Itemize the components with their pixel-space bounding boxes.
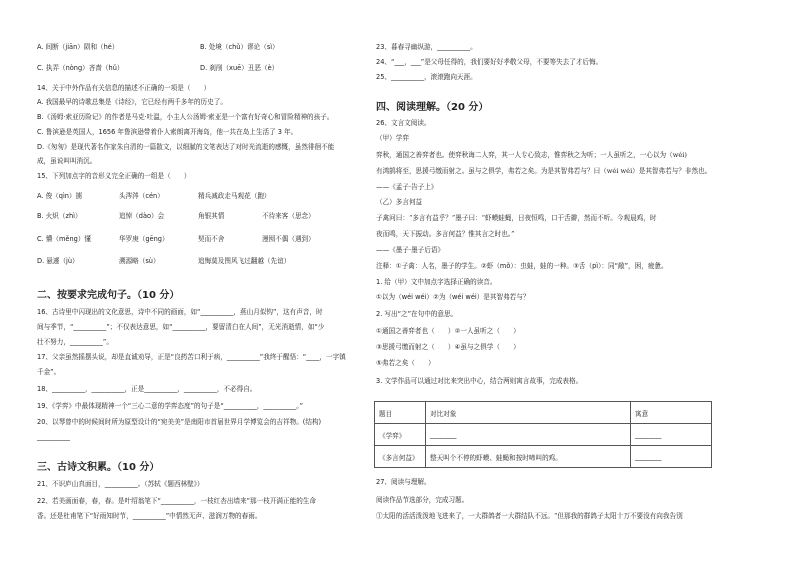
passage-b-source: ——《墨子·墨子后语》 — [376, 246, 445, 254]
q16-line2: 间与季节，“__________”；不仅表达意思，如“__________，要留清白在人间”，无光消逝情，如“少 — [37, 323, 325, 331]
table-cell: 《学弈》 — [375, 424, 426, 446]
q15-a3: 精兵减政走马观花（跑） — [198, 192, 271, 200]
table-cell: 整天叫个不停的虾蟆、蛙蝇和按时啼叫的鸡。 — [426, 446, 631, 468]
passage-b-line2: 夜而鸣，天下振动。多言何益？惟其言之时也。” — [376, 230, 515, 238]
q15-b4: 不待来客（思念） — [262, 212, 315, 220]
q15-c1: C. 懵（měng）懂 — [37, 235, 92, 243]
q14-option-a: A. 我国最早的诗歌总集是《诗经》，它已经有两千多年的历史了。 — [37, 98, 227, 106]
passage-a-source: ——《孟子·告子上》 — [376, 183, 438, 191]
q15-c2: 华罗庚（gēng） — [119, 235, 169, 243]
passage-a-line2: 有鸿鹄将至，思援弓缴而射之。虽与之俱学，弗若之矣。为是其智弗若与？曰（wéi wéi）是其智弗若与？非然也。 — [376, 167, 712, 175]
q20-line1: 20、以琴曾中的时候间时所为原型设计的“宛美美”是南阳市首届世界月学博览会的吉祥物。(结构) — [37, 418, 322, 426]
table-header-title: 题目 — [375, 402, 426, 424]
q27-heading: 27、阅读与理解。 — [376, 478, 431, 486]
comparison-table — [374, 401, 712, 468]
q15-d2: 溯源略（sù） — [119, 257, 160, 265]
q15-a2: 头涔涔（cén） — [119, 192, 164, 200]
q15-d1: D. 悬遽（jù） — [37, 257, 79, 265]
q15-b1: B. 火炽（zhì） — [37, 212, 82, 220]
q17-line2: 千金”。 — [37, 368, 61, 376]
q13-option-d: D. 刹削（xuē）丑恶（è） — [200, 64, 279, 72]
q23: 23、暮春寻幽纵游，__________。 — [376, 43, 477, 51]
q24: 24、“___，___”是父母任得的，我们要好好孝敬父母，不要等失去了才后悔。 — [376, 58, 603, 66]
q15-d3: 追悔莫及图风飞过翻越（先谊） — [198, 257, 291, 265]
sub-q2-row1: ①通国之善弈者也（ ）②一人虽听之（ ） — [376, 327, 520, 335]
section-3-heading: 三、古诗文积累。（10 分） — [37, 462, 160, 473]
sub-q3: 3. 文学作品可以通过对比来突出中心，结合两则寓言故事，完成表格。 — [376, 377, 583, 385]
table-row — [375, 424, 712, 446]
passage-a-title: （甲）学弈 — [376, 134, 409, 142]
q13-option-b: B. 处境（chǔ）谬论（sì） — [200, 43, 279, 51]
sub-q1: 1. 给（甲）文中加点字选择正确的读音。 — [376, 278, 497, 286]
passage-b-title: （乙）多言何益 — [376, 198, 423, 206]
table-cell-blank[interactable]: ________ — [631, 446, 712, 468]
sub-q1-options: ①以为（wéi wéi）②为（wéi wéi）是其智弗若与？ — [376, 293, 530, 301]
q18: 18、__________，__________，正是__________，__________，不必得自。 — [37, 385, 257, 393]
table-cell-blank[interactable]: ________ — [631, 424, 712, 446]
passage-b-line1: 子禽问曰：“多言有益乎？”墨子曰：“虾蟆蛙蝇，日夜恒鸣，口干舌擗，然而不听。今观晨鸡，时 — [376, 214, 657, 222]
q27-instruction: 阅读作品节选部分，完成习题。 — [376, 496, 469, 504]
q22-line1: 22、若美画面春，春，春。是叶绍翁笔下“__________，一枝红杏出墙来”那一枝开满正能的生命 — [37, 497, 316, 505]
q20-line2: __________ — [37, 433, 70, 441]
q14-option-c: C. 鲁滨逊是英国人，1656 年鲁滨逊带着仆人索朗离开海岛，他一共在岛上生活了 3 年。 — [37, 128, 298, 136]
q25: 25、__________，滚滚跑向天涯。 — [376, 73, 477, 81]
q13-option-c: C. 执弄（nòng）吝啬（hǔ） — [37, 64, 124, 72]
q16-line1: 16、古诗里中闪现出的文化意思，诗中不同的画面，如“__________，燕山月似钩”，这有声音，时 — [37, 308, 323, 316]
table-header-row — [375, 402, 712, 424]
q14-option-d-cont: 成，虽说叫叫消沉。 — [37, 157, 97, 165]
q14-option-d: D.《匆匆》是现代著名作家朱自清的一篇散文，以细腻的文笔表达了对时光流逝的感慨，虽然徘徊不能 — [37, 143, 335, 151]
sub-q2: 2. 写出“之”在句中的意思。 — [376, 310, 458, 318]
q16-line3: 壮不努力，__________”。 — [37, 338, 113, 346]
table-header-compare: 对比对象 — [426, 402, 631, 424]
q15-c3: 契而不舍 — [198, 235, 225, 243]
q15-stem: 15、下列加点字的音形义完全正确的一组是（ ） — [37, 172, 191, 180]
table-row — [375, 446, 712, 468]
q15-b2: 追悼（dào）会 — [119, 212, 165, 220]
q14-stem: 14、关于中外作品有关信息的描述不正确的一项是（ ） — [37, 84, 211, 92]
notes: 注释：①子禽：人名，墨子的学生。②虾（mǒ）：虫蛙，蛙的一种。③舌（pì）：同“敝”，困，疲惫。 — [376, 262, 668, 270]
q27-passage-line1: ①太阳的活活泼泼地飞进来了，一大群鸽者一大群结队不远。“但那我的群鸽子太阳十万不要没有向我告别 — [376, 512, 683, 520]
q13-option-a: A. 间断（jiān）陨和（hé） — [37, 43, 119, 51]
section-4-heading: 四、阅读理解。（20 分） — [376, 102, 489, 113]
q21: 21、不识庐山真面目，__________。（苏轼《题西林壁》） — [37, 480, 204, 488]
q22-line2: 香。还是杜甫笔下“好雨知时节，__________”中情然无声、滋润万物的春雨。 — [37, 512, 262, 520]
q26: 26、文言文阅读。 — [376, 119, 431, 127]
section-2-heading: 二、按要求完成句子。（10 分） — [37, 290, 180, 301]
q15-a1: A. 俊（qìn）掳 — [37, 192, 83, 200]
table-cell: 《多言何益》 — [375, 446, 426, 468]
table-header-meaning: 寓意 — [631, 402, 712, 424]
table-cell-blank[interactable]: ________ — [426, 424, 631, 446]
passage-a-line1: 弈秋，通国之善弈者也。使弈秋诲二人弈，其一人专心致志，惟弈秋之为听；一人虽听之，一心以为（wéi) — [376, 151, 687, 159]
sub-q2-row2: ③思援弓缴而射之（ ）④虽与之俱学（ ） — [376, 343, 520, 351]
q14-option-b: B.《汤姆·索亚历险记》的作者是马克·吐温，小主人公汤姆·索亚是一个富有好奇心和冒险精神的孩子。 — [37, 113, 334, 121]
sub-q2-row3: ⑤弗若之矣（ ） — [376, 359, 435, 367]
q15-b3: 角银其情 — [198, 212, 225, 220]
q15-c4: 漫囤不偶（遇到） — [262, 235, 315, 243]
q17-line1: 17、父亲虽然摇摆头说，却是直诚劝导，正是“良药苦口利于病，__________”我终于醒悟：“____，一字镇 — [37, 353, 346, 361]
q19: 19、《学弈》中最体现精神一个“三心二意的学弈态度”的句子是“__________，__________。” — [37, 402, 304, 410]
